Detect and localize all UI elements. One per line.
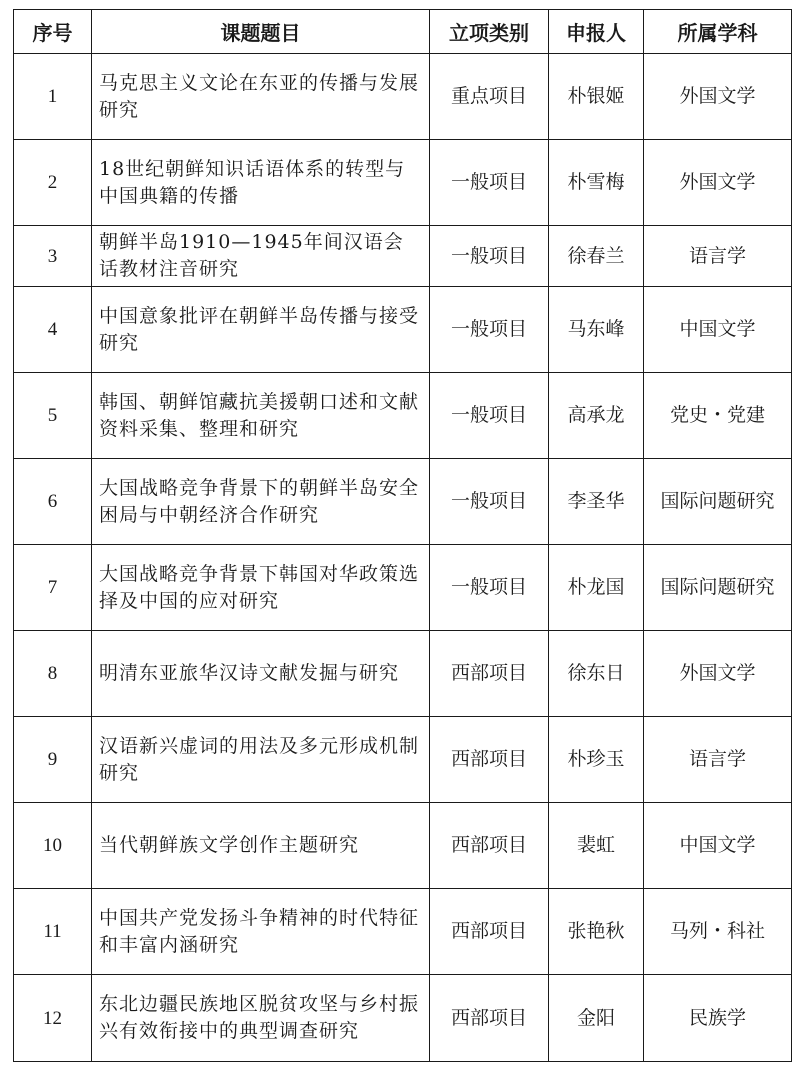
row-applicant: 马东峰 <box>549 287 644 373</box>
row-discipline: 外国文学 <box>644 54 792 140</box>
row-title: 中国意象批评在朝鲜半岛传播与接受研究 <box>92 287 430 373</box>
row-title: 大国战略竞争背景下韩国对华政策选择及中国的应对研究 <box>92 545 430 631</box>
table-row <box>14 287 792 373</box>
row-applicant: 朴龙国 <box>549 545 644 631</box>
row-title: 大国战略竞争背景下的朝鲜半岛安全困局与中朝经济合作研究 <box>92 459 430 545</box>
row-category: 西部项目 <box>430 803 549 889</box>
row-number: 11 <box>14 889 92 975</box>
row-applicant: 高承龙 <box>549 373 644 459</box>
table-row <box>14 803 792 889</box>
row-category: 一般项目 <box>430 545 549 631</box>
project-table <box>13 9 792 1062</box>
table-row <box>14 226 792 287</box>
row-discipline: 语言学 <box>644 717 792 803</box>
row-title: 当代朝鲜族文学创作主题研究 <box>92 803 430 889</box>
row-number: 9 <box>14 717 92 803</box>
row-title: 马克思主义文论在东亚的传播与发展研究 <box>92 54 430 140</box>
row-applicant: 朴雪梅 <box>549 140 644 226</box>
table-row <box>14 459 792 545</box>
row-applicant: 朴银姬 <box>549 54 644 140</box>
row-applicant: 徐东日 <box>549 631 644 717</box>
row-category: 一般项目 <box>430 459 549 545</box>
row-applicant: 徐春兰 <box>549 226 644 287</box>
table-row <box>14 631 792 717</box>
header-applicant: 申报人 <box>549 10 644 54</box>
project-table-container <box>13 9 791 1062</box>
row-discipline: 党史・党建 <box>644 373 792 459</box>
row-title: 明清东亚旅华汉诗文献发掘与研究 <box>92 631 430 717</box>
row-discipline: 外国文学 <box>644 631 792 717</box>
row-category: 西部项目 <box>430 975 549 1062</box>
row-category: 一般项目 <box>430 140 549 226</box>
row-discipline: 民族学 <box>644 975 792 1062</box>
header-row <box>14 10 792 54</box>
row-category: 重点项目 <box>430 54 549 140</box>
row-category: 一般项目 <box>430 287 549 373</box>
table-row <box>14 889 792 975</box>
row-discipline: 国际问题研究 <box>644 545 792 631</box>
table-row <box>14 140 792 226</box>
row-title: 东北边疆民族地区脱贫攻坚与乡村振兴有效衔接中的典型调查研究 <box>92 975 430 1062</box>
row-number: 3 <box>14 226 92 287</box>
row-applicant: 朴珍玉 <box>549 717 644 803</box>
table-row <box>14 975 792 1062</box>
row-category: 一般项目 <box>430 373 549 459</box>
row-applicant: 张艳秋 <box>549 889 644 975</box>
header-category: 立项类别 <box>430 10 549 54</box>
row-discipline: 国际问题研究 <box>644 459 792 545</box>
header-discipline: 所属学科 <box>644 10 792 54</box>
row-number: 1 <box>14 54 92 140</box>
table-row <box>14 54 792 140</box>
row-category: 西部项目 <box>430 889 549 975</box>
row-number: 4 <box>14 287 92 373</box>
row-number: 8 <box>14 631 92 717</box>
table-row <box>14 373 792 459</box>
row-discipline: 外国文学 <box>644 140 792 226</box>
row-discipline: 马列・科社 <box>644 889 792 975</box>
row-title: 中国共产党发扬斗争精神的时代特征和丰富内涵研究 <box>92 889 430 975</box>
row-number: 12 <box>14 975 92 1062</box>
header-title: 课题题目 <box>92 10 430 54</box>
row-applicant: 李圣华 <box>549 459 644 545</box>
row-discipline: 中国文学 <box>644 287 792 373</box>
header-index: 序号 <box>14 10 92 54</box>
row-number: 6 <box>14 459 92 545</box>
row-number: 10 <box>14 803 92 889</box>
row-discipline: 中国文学 <box>644 803 792 889</box>
row-title: 18世纪朝鲜知识话语体系的转型与中国典籍的传播 <box>92 140 430 226</box>
row-applicant: 金阳 <box>549 975 644 1062</box>
row-number: 5 <box>14 373 92 459</box>
row-number: 7 <box>14 545 92 631</box>
row-applicant: 裴虹 <box>549 803 644 889</box>
row-title: 韩国、朝鲜馆藏抗美援朝口述和文献资料采集、整理和研究 <box>92 373 430 459</box>
row-category: 一般项目 <box>430 226 549 287</box>
table-row <box>14 717 792 803</box>
table-row <box>14 545 792 631</box>
row-category: 西部项目 <box>430 717 549 803</box>
row-number: 2 <box>14 140 92 226</box>
row-category: 西部项目 <box>430 631 549 717</box>
row-title: 朝鲜半岛1910—1945年间汉语会话教材注音研究 <box>92 226 430 287</box>
row-title: 汉语新兴虚词的用法及多元形成机制研究 <box>92 717 430 803</box>
row-discipline: 语言学 <box>644 226 792 287</box>
